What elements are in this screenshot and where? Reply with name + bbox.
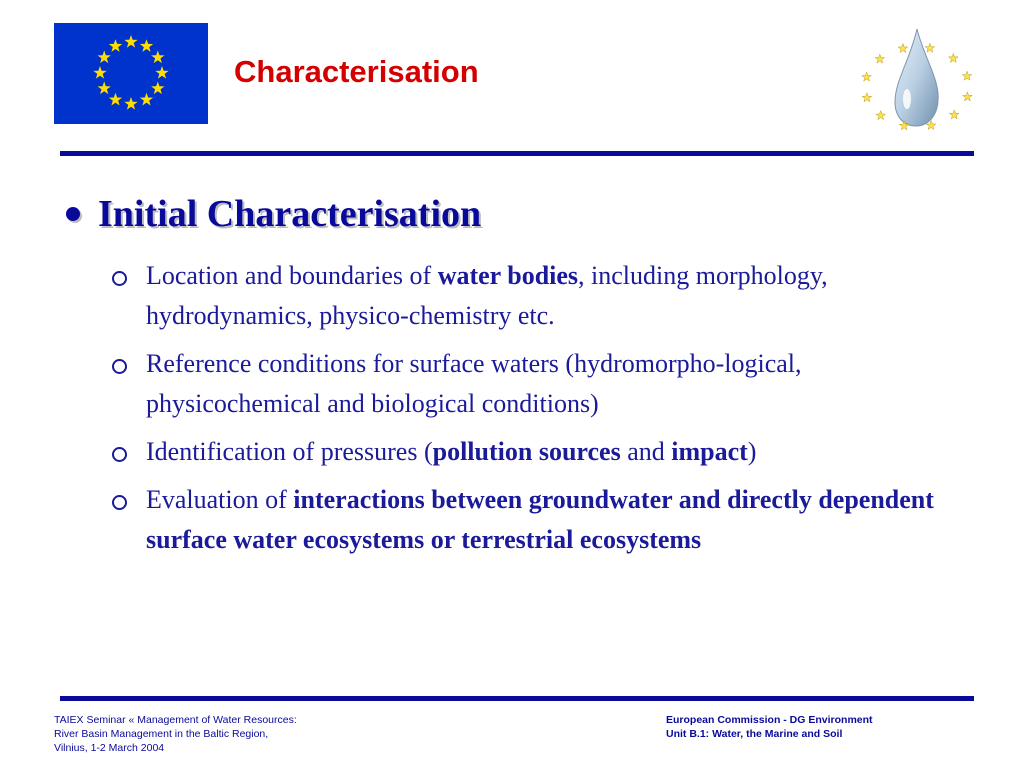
- logo-star-icon: [949, 53, 959, 62]
- logo-star-icon: [962, 71, 972, 80]
- logo-star-icon: [925, 43, 935, 52]
- bullet-dot-icon: [66, 207, 80, 221]
- flag-star-icon: [124, 97, 137, 110]
- footer-divider: [60, 696, 974, 701]
- bullet-bold-text: water bodies: [437, 261, 579, 290]
- bullet-item: [108, 344, 968, 424]
- flag-star-icon: [109, 39, 122, 52]
- flag-star-icon: [155, 66, 168, 79]
- flag-star-icon: [98, 82, 111, 95]
- logo-star-icon: [876, 111, 886, 120]
- bullet-item: [108, 256, 968, 336]
- bullet-text: , including morphology, hydrodynamics, physico-chemistry etc.: [146, 261, 828, 330]
- flag-star-icon: [109, 93, 122, 106]
- flag-star-icon: [151, 51, 164, 64]
- logo-star-icon: [963, 92, 973, 101]
- logo-star-icon: [898, 44, 908, 53]
- eu-flag-icon: [54, 23, 208, 124]
- page-title: Characterisation: [234, 54, 479, 89]
- bullet-text: ): [747, 437, 757, 466]
- footer-line: Unit B.1: Water, the Marine and Soil: [666, 728, 843, 740]
- footer-commission-info: [666, 713, 966, 741]
- main-bullet-heading: [66, 192, 481, 236]
- header-divider: [60, 151, 974, 156]
- flag-star-icon: [151, 82, 164, 95]
- circle-bullet-icon: [112, 447, 127, 462]
- circle-bullet-icon: [112, 271, 127, 286]
- flag-star-icon: [98, 51, 111, 64]
- logo-star-icon: [875, 54, 885, 63]
- logo-star-icon: [862, 93, 872, 102]
- flag-star-icon: [93, 66, 106, 79]
- bullet-text: Location and boundaries of: [146, 261, 438, 290]
- bullet-item: [108, 480, 968, 560]
- circle-bullet-icon: [112, 495, 127, 510]
- logo-star-icon: [949, 110, 959, 119]
- bullet-text: and: [620, 437, 672, 466]
- flag-star-icon: [140, 39, 153, 52]
- footer-line: Vilnius, 1-2 March 2004: [54, 742, 165, 754]
- heading-text: Initial Characterisation: [98, 193, 482, 235]
- logo-star-icon: [862, 72, 872, 81]
- bullet-text: Identification of pressures (: [146, 437, 433, 466]
- flag-star-icon: [124, 35, 137, 48]
- bullet-text: Evaluation of: [146, 485, 294, 514]
- bullet-list: [108, 256, 968, 568]
- bullet-item: [108, 432, 968, 472]
- bullet-bold-text: impact: [671, 437, 748, 466]
- footer-line: TAIEX Seminar « Management of Water Resources:: [54, 714, 297, 726]
- water-drop-stars-icon: [845, 25, 975, 133]
- flag-star-icon: [140, 93, 153, 106]
- footer-seminar-info: [54, 713, 384, 755]
- footer-line: River Basin Management in the Baltic Region,: [54, 728, 269, 740]
- bullet-text: Reference conditions for surface waters (hydromorpho-logical, physicochemical and biological conditions): [146, 349, 802, 418]
- bullet-bold-text: interactions between groundwater and directly dependent surface water ecosystems or terrestrial ecosystems: [146, 485, 934, 554]
- eu-stars: [54, 23, 208, 124]
- bullet-bold-text: pollution sources: [432, 437, 621, 466]
- footer-line: European Commission - DG Environment: [666, 714, 873, 726]
- circle-bullet-icon: [112, 359, 127, 374]
